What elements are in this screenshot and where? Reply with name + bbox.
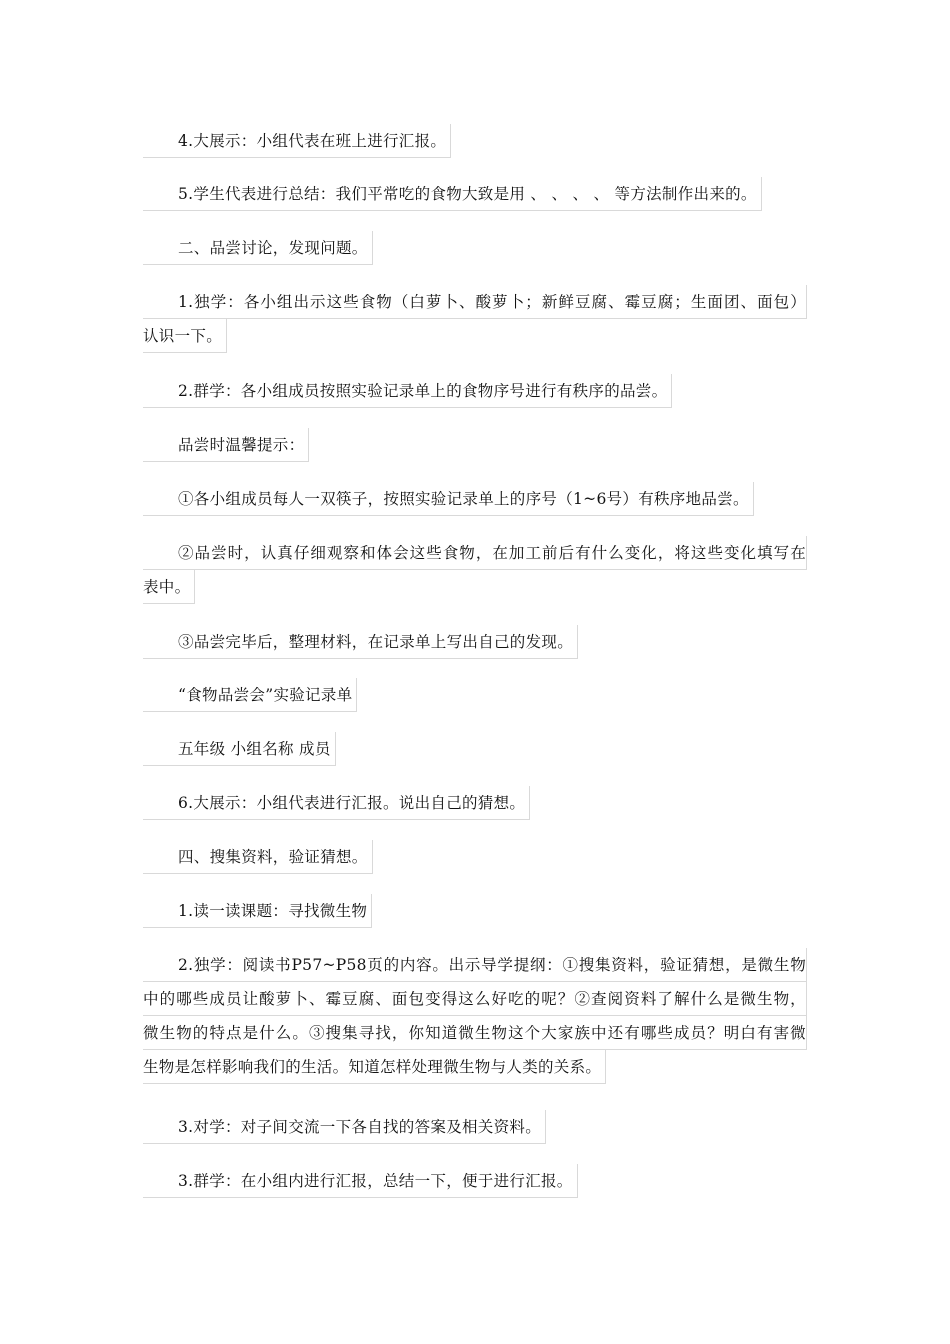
paragraph-pair-study xyxy=(143,1110,807,1145)
paragraph-section-heading-4 xyxy=(143,840,807,875)
paragraph-read-topic xyxy=(143,894,807,929)
paragraph-student-summary xyxy=(143,177,807,212)
paragraph-big-display xyxy=(143,124,807,159)
text-line: ②品尝时，认真仔细观察和体会这些食物，在加工前后有什么变化，将这些变化填写在 xyxy=(143,536,807,570)
paragraph-record-sheet-title xyxy=(143,678,807,713)
paragraph-group-study xyxy=(143,374,807,409)
text-line: 二、品尝讨论，发现问题。 xyxy=(143,231,373,265)
paragraph-grade-group-members xyxy=(143,732,807,767)
paragraph-tip-1 xyxy=(143,482,807,517)
text-line: 品尝时温馨提示： xyxy=(143,428,309,462)
text-line: 认识一下。 xyxy=(143,319,227,353)
text-line: 微生物的特点是什么。③搜集寻找，你知道微生物这个大家族中还有哪些成员？明白有害微 xyxy=(143,1016,807,1050)
text-line: 生物是怎样影响我们的生活。知道怎样处理微生物与人类的关系。 xyxy=(143,1050,606,1084)
text-line: 3.对学：对子间交流一下各自找的答案及相关资料。 xyxy=(143,1110,546,1144)
text-line: 2.群学：各小组成员按照实验记录单上的食物序号进行有秩序的品尝。 xyxy=(143,374,672,408)
paragraph-tasting-tips xyxy=(143,428,807,463)
text-line: 四、搜集资料，验证猜想。 xyxy=(143,840,373,874)
text-line: 1.独学：各小组出示这些食物（白萝卜、酸萝卜；新鲜豆腐、霉豆腐；生面团、面包） xyxy=(143,285,807,319)
paragraph-independent-study xyxy=(143,285,807,354)
text-line: “食物品尝会”实验记录单 xyxy=(143,678,357,712)
paragraph-tip-2 xyxy=(143,536,807,605)
text-line: ③品尝完毕后，整理材料，在记录单上写出自己的发现。 xyxy=(143,625,578,659)
text-line: 5.学生代表进行总结：我们平常吃的食物大致是用 、 、 、 、 等方法制作出来的。 xyxy=(143,177,762,211)
paragraph-reading-outline xyxy=(143,948,807,1085)
text-line: 1.读一读课题：寻找微生物 xyxy=(143,894,372,928)
paragraph-section-heading-2 xyxy=(143,231,807,266)
paragraph-tip-3 xyxy=(143,625,807,660)
text-line: 五年级 小组名称 成员 xyxy=(143,732,336,766)
text-line: 4.大展示：小组代表在班上进行汇报。 xyxy=(143,124,451,158)
text-line: 中的哪些成员让酸萝卜、霉豆腐、面包变得这么好吃的呢？②查阅资料了解什么是微生物， xyxy=(143,982,807,1016)
text-line: 表中。 xyxy=(143,570,195,604)
text-line: 2.独学：阅读书P57~P58页的内容。出示导学提纲：①搜集资料，验证猜想，是微生物 xyxy=(143,948,807,982)
text-line: 3.群学：在小组内进行汇报，总结一下，便于进行汇报。 xyxy=(143,1164,578,1198)
paragraph-big-display-guess xyxy=(143,786,807,821)
text-line: ①各小组成员每人一双筷子，按照实验记录单上的序号（1~6号）有秩序地品尝。 xyxy=(143,482,754,516)
text-line: 6.大展示：小组代表进行汇报。说出自己的猜想。 xyxy=(143,786,530,820)
paragraph-group-report xyxy=(143,1164,807,1199)
